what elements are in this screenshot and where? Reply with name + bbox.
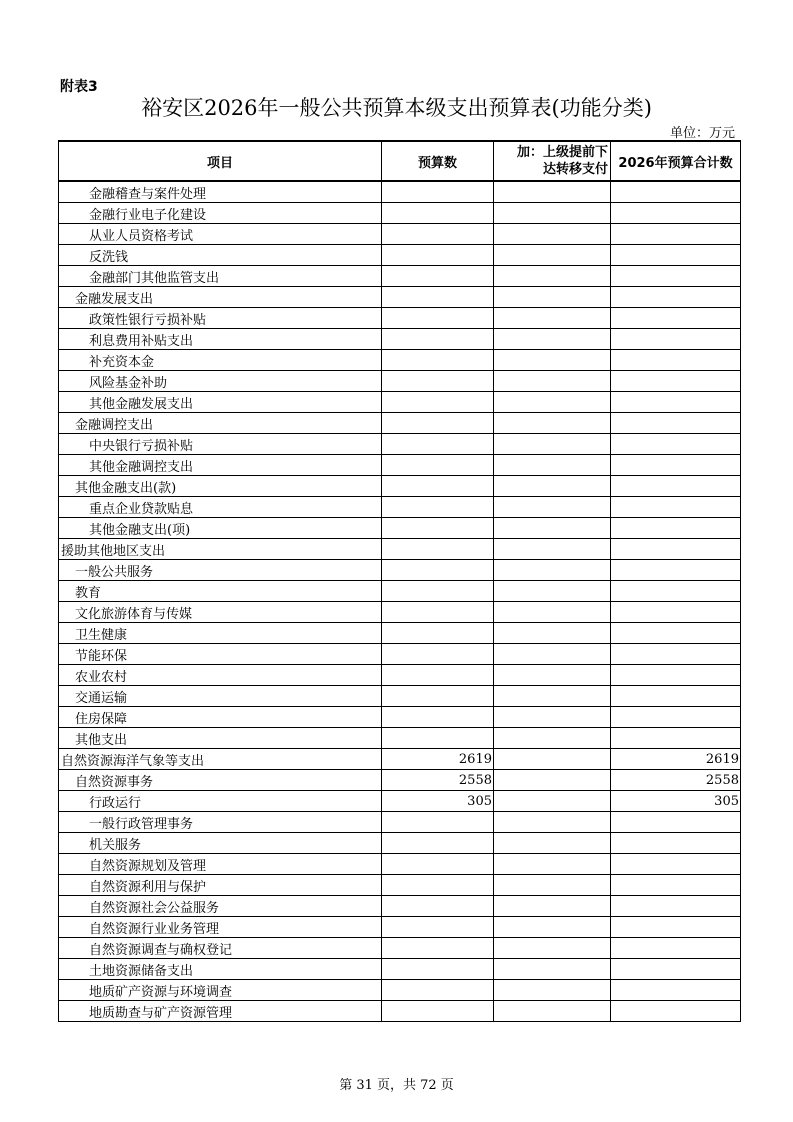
appendix-label: 附表3 <box>60 79 98 95</box>
row-item-name: 援助其他地区支出 <box>59 539 382 560</box>
row-total-cell <box>611 602 741 623</box>
row-budget-cell <box>382 896 494 917</box>
row-item-name: 中央银行亏损补贴 <box>59 434 382 455</box>
row-item-name: 自然资源事务 <box>59 770 382 791</box>
row-total-cell <box>611 392 741 413</box>
table-row <box>59 854 741 875</box>
table-row <box>59 980 741 1001</box>
row-transfer-cell <box>494 413 611 434</box>
row-budget-cell <box>382 917 494 938</box>
row-item-name: 利息费用补贴支出 <box>59 329 382 350</box>
row-transfer-cell <box>494 245 611 266</box>
table-row <box>59 476 741 497</box>
row-item-name: 自然资源社会公益服务 <box>59 896 382 917</box>
row-budget-cell <box>382 686 494 707</box>
row-budget-cell: 305 <box>382 791 494 812</box>
row-total-cell: 305 <box>611 791 741 812</box>
row-item-name: 交通运输 <box>59 686 382 707</box>
row-transfer-cell <box>494 476 611 497</box>
row-budget-cell <box>382 224 494 245</box>
header-transfer <box>494 141 611 181</box>
row-budget-cell <box>382 1001 494 1022</box>
row-transfer-cell <box>494 434 611 455</box>
row-item-name: 一般行政管理事务 <box>59 812 382 833</box>
row-item-name: 风险基金补助 <box>59 371 382 392</box>
table-row <box>59 812 741 833</box>
row-item-name: 自然资源调查与确权登记 <box>59 938 382 959</box>
row-budget-cell <box>382 644 494 665</box>
row-total-cell: 2619 <box>611 749 741 770</box>
table-row <box>59 560 741 581</box>
row-item-name: 其他金融发展支出 <box>59 392 382 413</box>
table-row <box>59 224 741 245</box>
row-budget-cell <box>382 329 494 350</box>
header-transfer-line1: 加：上级提前下 <box>516 145 608 160</box>
row-transfer-cell <box>494 181 611 203</box>
row-transfer-cell <box>494 791 611 812</box>
table-header-row <box>59 141 741 181</box>
row-total-cell <box>611 728 741 749</box>
table-row <box>59 728 741 749</box>
row-transfer-cell <box>494 602 611 623</box>
table-row <box>59 245 741 266</box>
row-budget-cell <box>382 434 494 455</box>
row-item-name: 行政运行 <box>59 791 382 812</box>
row-transfer-cell <box>494 749 611 770</box>
row-total-cell <box>611 203 741 224</box>
table-row <box>59 287 741 308</box>
header-item: 项目 <box>59 141 382 181</box>
table-row <box>59 497 741 518</box>
row-budget-cell <box>382 287 494 308</box>
row-item-name: 土地资源储备支出 <box>59 959 382 980</box>
row-item-name: 住房保障 <box>59 707 382 728</box>
table-row <box>59 686 741 707</box>
table-row <box>59 644 741 665</box>
row-item-name: 金融发展支出 <box>59 287 382 308</box>
row-total-cell <box>611 644 741 665</box>
row-transfer-cell <box>494 560 611 581</box>
row-total-cell <box>611 266 741 287</box>
table-row <box>59 413 741 434</box>
row-total-cell <box>611 665 741 686</box>
row-budget-cell <box>382 833 494 854</box>
row-transfer-cell <box>494 224 611 245</box>
row-item-name: 金融稽查与案件处理 <box>59 181 382 203</box>
table-row <box>59 1001 741 1022</box>
row-total-cell <box>611 308 741 329</box>
row-total-cell <box>611 497 741 518</box>
row-budget-cell <box>382 959 494 980</box>
table-body <box>59 181 741 1022</box>
row-transfer-cell <box>494 707 611 728</box>
row-total-cell: 2558 <box>611 770 741 791</box>
row-total-cell <box>611 413 741 434</box>
header-total: 2026年预算合计数 <box>611 141 741 181</box>
row-total-cell <box>611 581 741 602</box>
row-item-name: 重点企业贷款贴息 <box>59 497 382 518</box>
table-row <box>59 917 741 938</box>
row-budget-cell <box>382 938 494 959</box>
row-total-cell <box>611 812 741 833</box>
unit-label: 单位：万元 <box>669 126 735 141</box>
row-total-cell <box>611 539 741 560</box>
table-row <box>59 518 741 539</box>
row-total-cell <box>611 854 741 875</box>
row-budget-cell <box>382 455 494 476</box>
row-item-name: 其他支出 <box>59 728 382 749</box>
row-transfer-cell <box>494 854 611 875</box>
table-row <box>59 581 741 602</box>
row-total-cell <box>611 518 741 539</box>
row-total-cell <box>611 224 741 245</box>
row-item-name: 其他金融调控支出 <box>59 455 382 476</box>
row-total-cell <box>611 371 741 392</box>
row-budget-cell <box>382 728 494 749</box>
table-row <box>59 539 741 560</box>
table-row <box>59 329 741 350</box>
row-transfer-cell <box>494 1001 611 1022</box>
row-transfer-cell <box>494 917 611 938</box>
row-transfer-cell <box>494 203 611 224</box>
row-budget-cell <box>382 539 494 560</box>
row-item-name: 自然资源行业业务管理 <box>59 917 382 938</box>
table-row <box>59 455 741 476</box>
row-item-name: 自然资源海洋气象等支出 <box>59 749 382 770</box>
table-row <box>59 770 741 791</box>
row-transfer-cell <box>494 392 611 413</box>
row-total-cell <box>611 245 741 266</box>
row-total-cell <box>611 875 741 896</box>
table-row <box>59 392 741 413</box>
row-total-cell <box>611 896 741 917</box>
row-item-name: 机关服务 <box>59 833 382 854</box>
row-total-cell <box>611 833 741 854</box>
row-item-name: 金融调控支出 <box>59 413 382 434</box>
table-row <box>59 707 741 728</box>
row-budget-cell <box>382 518 494 539</box>
row-item-name: 一般公共服务 <box>59 560 382 581</box>
row-budget-cell <box>382 623 494 644</box>
row-transfer-cell <box>494 938 611 959</box>
table-row <box>59 833 741 854</box>
row-budget-cell <box>382 413 494 434</box>
row-budget-cell <box>382 181 494 203</box>
row-transfer-cell <box>494 812 611 833</box>
row-total-cell <box>611 434 741 455</box>
row-budget-cell <box>382 812 494 833</box>
row-transfer-cell <box>494 350 611 371</box>
row-total-cell <box>611 959 741 980</box>
row-item-name: 自然资源利用与保护 <box>59 875 382 896</box>
row-budget-cell: 2619 <box>382 749 494 770</box>
header-transfer-line2: 达转移支付 <box>542 162 608 177</box>
row-total-cell <box>611 980 741 1001</box>
row-budget-cell <box>382 665 494 686</box>
table-row <box>59 749 741 770</box>
row-transfer-cell <box>494 539 611 560</box>
row-budget-cell <box>382 245 494 266</box>
table-row <box>59 791 741 812</box>
row-budget-cell <box>382 266 494 287</box>
row-item-name: 其他金融支出(款) <box>59 476 382 497</box>
table-row <box>59 875 741 896</box>
row-total-cell <box>611 476 741 497</box>
row-budget-cell <box>382 497 494 518</box>
row-item-name: 文化旅游体育与传媒 <box>59 602 382 623</box>
row-transfer-cell <box>494 371 611 392</box>
row-budget-cell <box>382 875 494 896</box>
header-budget: 预算数 <box>382 141 494 181</box>
row-budget-cell <box>382 476 494 497</box>
row-total-cell <box>611 938 741 959</box>
row-budget-cell <box>382 581 494 602</box>
table-row <box>59 602 741 623</box>
row-transfer-cell <box>494 329 611 350</box>
row-item-name: 其他金融支出(项) <box>59 518 382 539</box>
row-transfer-cell <box>494 266 611 287</box>
table-row <box>59 266 741 287</box>
row-total-cell <box>611 623 741 644</box>
row-transfer-cell <box>494 875 611 896</box>
row-transfer-cell <box>494 980 611 1001</box>
row-total-cell <box>611 707 741 728</box>
row-total-cell <box>611 560 741 581</box>
row-item-name: 补充资本金 <box>59 350 382 371</box>
row-item-name: 金融部门其他监管支出 <box>59 266 382 287</box>
row-total-cell <box>611 350 741 371</box>
table-row <box>59 896 741 917</box>
row-budget-cell <box>382 350 494 371</box>
row-total-cell <box>611 329 741 350</box>
row-item-name: 从业人员资格考试 <box>59 224 382 245</box>
row-item-name: 地质勘查与矿产资源管理 <box>59 1001 382 1022</box>
row-budget-cell <box>382 707 494 728</box>
row-transfer-cell <box>494 728 611 749</box>
row-budget-cell <box>382 308 494 329</box>
document-title: 裕安区2026年一般公共预算本级支出预算表(功能分类) <box>141 96 652 120</box>
row-budget-cell <box>382 371 494 392</box>
row-transfer-cell <box>494 896 611 917</box>
row-total-cell <box>611 455 741 476</box>
row-total-cell <box>611 1001 741 1022</box>
row-transfer-cell <box>494 497 611 518</box>
row-transfer-cell <box>494 287 611 308</box>
row-item-name: 教育 <box>59 581 382 602</box>
row-budget-cell <box>382 392 494 413</box>
row-item-name: 农业农村 <box>59 665 382 686</box>
row-transfer-cell <box>494 686 611 707</box>
row-item-name: 节能环保 <box>59 644 382 665</box>
row-total-cell <box>611 287 741 308</box>
table-row <box>59 203 741 224</box>
row-total-cell <box>611 181 741 203</box>
row-budget-cell <box>382 602 494 623</box>
row-transfer-cell <box>494 455 611 476</box>
page-footer: 第 31 页，共 72 页 <box>339 1078 454 1093</box>
row-item-name: 自然资源规划及管理 <box>59 854 382 875</box>
table-row <box>59 181 741 203</box>
table-row <box>59 308 741 329</box>
row-transfer-cell <box>494 665 611 686</box>
row-transfer-cell <box>494 770 611 791</box>
row-item-name: 政策性银行亏损补贴 <box>59 308 382 329</box>
table-row <box>59 623 741 644</box>
table-row <box>59 434 741 455</box>
row-transfer-cell <box>494 833 611 854</box>
row-transfer-cell <box>494 623 611 644</box>
row-budget-cell: 2558 <box>382 770 494 791</box>
row-transfer-cell <box>494 518 611 539</box>
table-row <box>59 665 741 686</box>
row-total-cell <box>611 917 741 938</box>
row-total-cell <box>611 686 741 707</box>
table-row <box>59 959 741 980</box>
row-transfer-cell <box>494 959 611 980</box>
row-transfer-cell <box>494 644 611 665</box>
row-budget-cell <box>382 854 494 875</box>
row-item-name: 卫生健康 <box>59 623 382 644</box>
row-item-name: 反洗钱 <box>59 245 382 266</box>
row-transfer-cell <box>494 308 611 329</box>
row-item-name: 金融行业电子化建设 <box>59 203 382 224</box>
table-row <box>59 350 741 371</box>
row-budget-cell <box>382 560 494 581</box>
row-budget-cell <box>382 203 494 224</box>
row-transfer-cell <box>494 581 611 602</box>
budget-table <box>58 140 741 1022</box>
row-budget-cell <box>382 980 494 1001</box>
table-row <box>59 938 741 959</box>
row-item-name: 地质矿产资源与环境调查 <box>59 980 382 1001</box>
table-row <box>59 371 741 392</box>
